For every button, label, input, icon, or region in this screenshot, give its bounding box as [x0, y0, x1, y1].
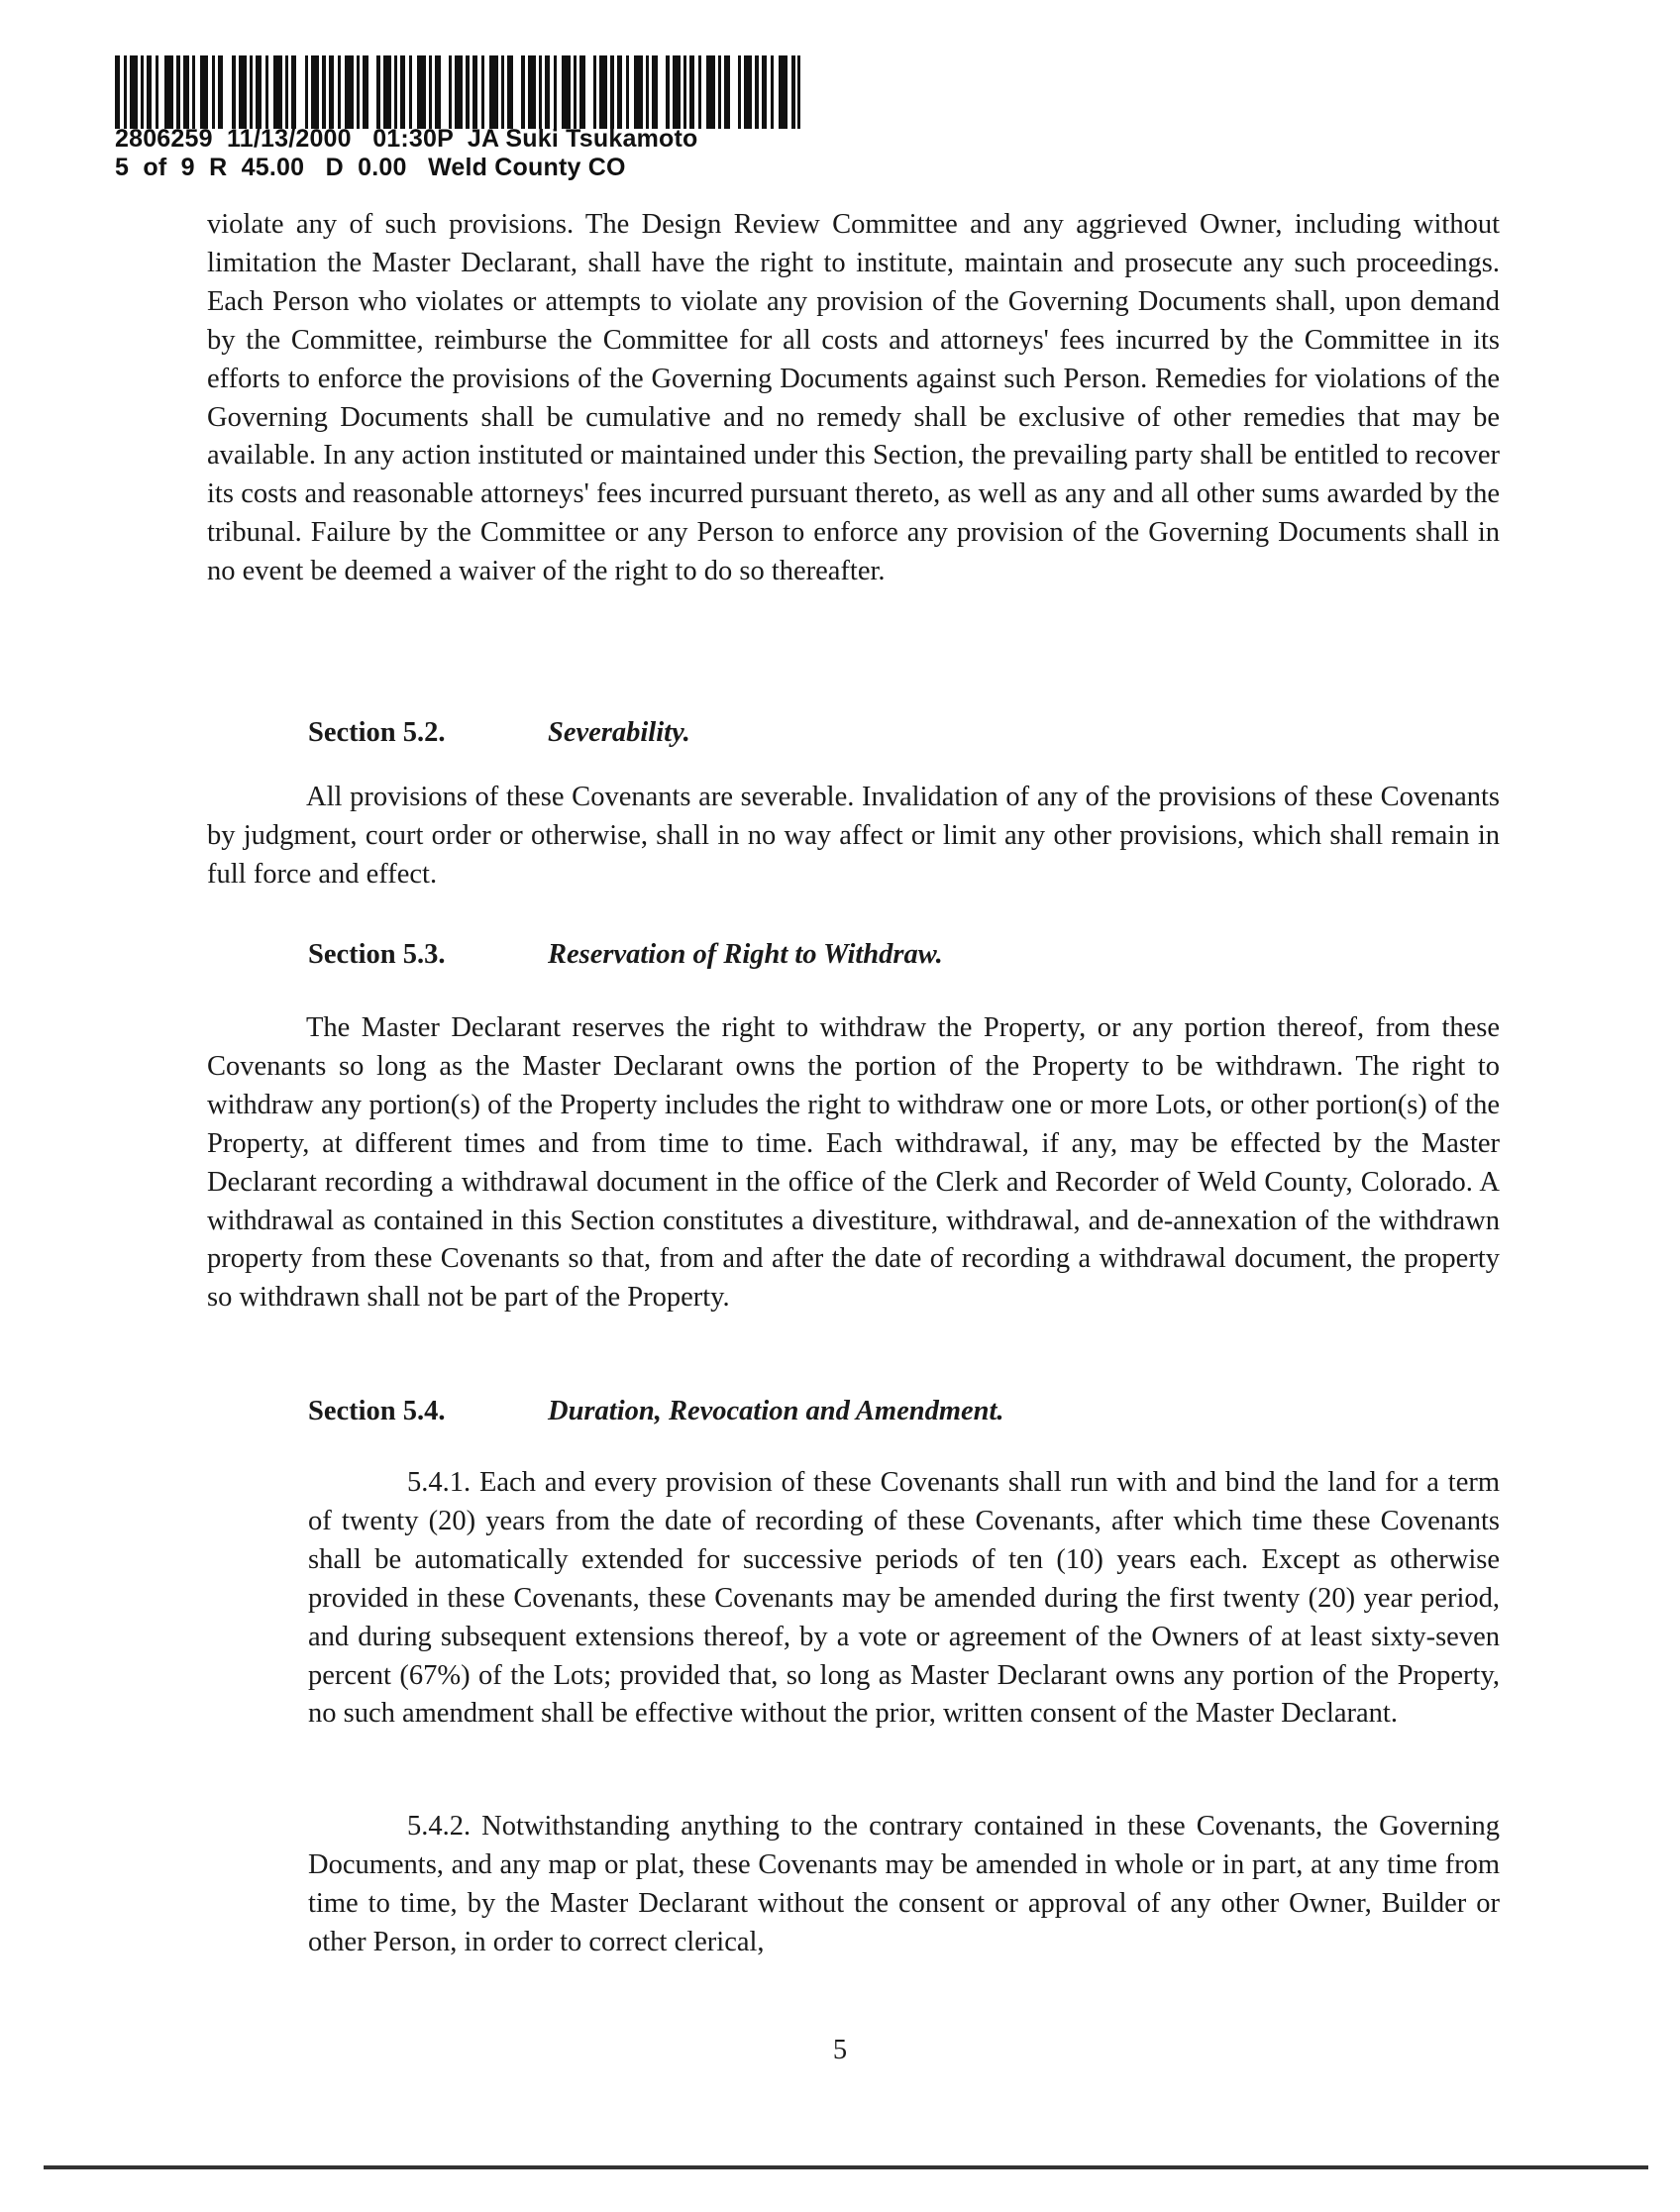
recording-barcode [115, 55, 800, 129]
continuation-paragraph: violate any of such provisions. The Design Review Committee and any aggrieved Owner, including without limitation the Master Declarant, shall have the right to institute, maintain and prosecute any such proceedings. Each Person who violates or attempts to violate any provision of the Governing Documents shall, upon demand by the Committee, reimburse the Committee for all costs and attorneys' fees incurred by the Committee in its efforts to enforce the provisions of the Governing Documents against such Person. Remedies for violations of the Governing Documents shall be cumulative and no remedy shall be exclusive of other remedies that may be available. In any action instituted or maintained under this Section, the prevailing party shall be entitled to recover its costs and reasonable attorneys' fees incurred pursuant thereto, as well as any and all other sums awarded by the tribunal. Failure by the Committee or any Person to enforce any provision of the Governing Documents shall in no event be deemed a waiver of the right to do so thereafter. [207, 209, 1500, 587]
footer-divider [44, 2165, 1648, 2169]
section-5-3-heading [308, 938, 943, 972]
section-5-2-heading [308, 716, 690, 750]
section-5-3-paragraph: The Master Declarant reserves the right to withdraw the Property, or any portion thereof, from these Covenants so long as the Master Declarant owns the portion of the Property to be withdrawn. The right to withdraw any portion(s) of the Property includes the right to withdraw one or more Lots, or other portion(s) of the Property, at different times and from time to time. Each withdrawal, if any, may be effected by the Master Declarant recording a withdrawal document in the office of the Clerk and Recorder of Weld County, Colorado. A withdrawal as contained in this Section constitutes a divestiture, withdrawal, and de-annexation of the withdrawn property from these Covenants so that, from and after the date of recording a withdrawal document, the property so withdrawn shall not be part of the Property. [207, 1012, 1500, 1314]
section-title: Reservation of Right to Withdraw. [548, 939, 943, 970]
recording-stamp-line-1: 2806259 11/13/2000 01:30P JA Suki Tsukamoto [115, 125, 698, 153]
section-label: Section 5.2. [308, 717, 446, 748]
section-title: Duration, Revocation and Amendment. [548, 1396, 1004, 1426]
subsection-5-4-1-paragraph: 5.4.1. Each and every provision of these Covenants shall run with and bind the land for a term of twenty (20) years from the date of recording of these Covenants, after which time these Covenants shall be automatically extended for successive periods of ten (10) years each. Except as otherwise provided in these Covenants, these Covenants may be amended during the first twenty (20) year period, and during subsequent extensions thereof, by a vote or agreement of the Owners of at least sixty-seven percent (67%) of the Lots; provided that, so long as Master Declarant owns any portion of the Property, no such amendment shall be effective without the prior, written consent of the Master Declarant. [308, 1467, 1500, 1730]
section-title: Severability. [548, 717, 690, 748]
section-label: Section 5.3. [308, 939, 446, 970]
subsection-5-4-2-paragraph: 5.4.2. Notwithstanding anything to the contrary contained in these Covenants, the Governing Documents, and any map or plat, these Covenants may be amended in whole or in part, at any time from time to time, by the Master Declarant without the consent or approval of any other Owner, Builder or other Person, in order to correct clerical, [308, 1811, 1500, 1957]
page-number: 5 [832, 2035, 848, 2065]
recording-stamp-line-2: 5 of 9 R 45.00 D 0.00 Weld County CO [115, 154, 626, 181]
section-5-2-paragraph: All provisions of these Covenants are severable. Invalidation of any of the provisions of these Covenants by judgment, court order or otherwise, shall in no way affect or limit any other provisions, which shall remain in full force and effect. [207, 782, 1500, 890]
section-label: Section 5.4. [308, 1396, 446, 1426]
section-5-4-heading [308, 1395, 1004, 1428]
